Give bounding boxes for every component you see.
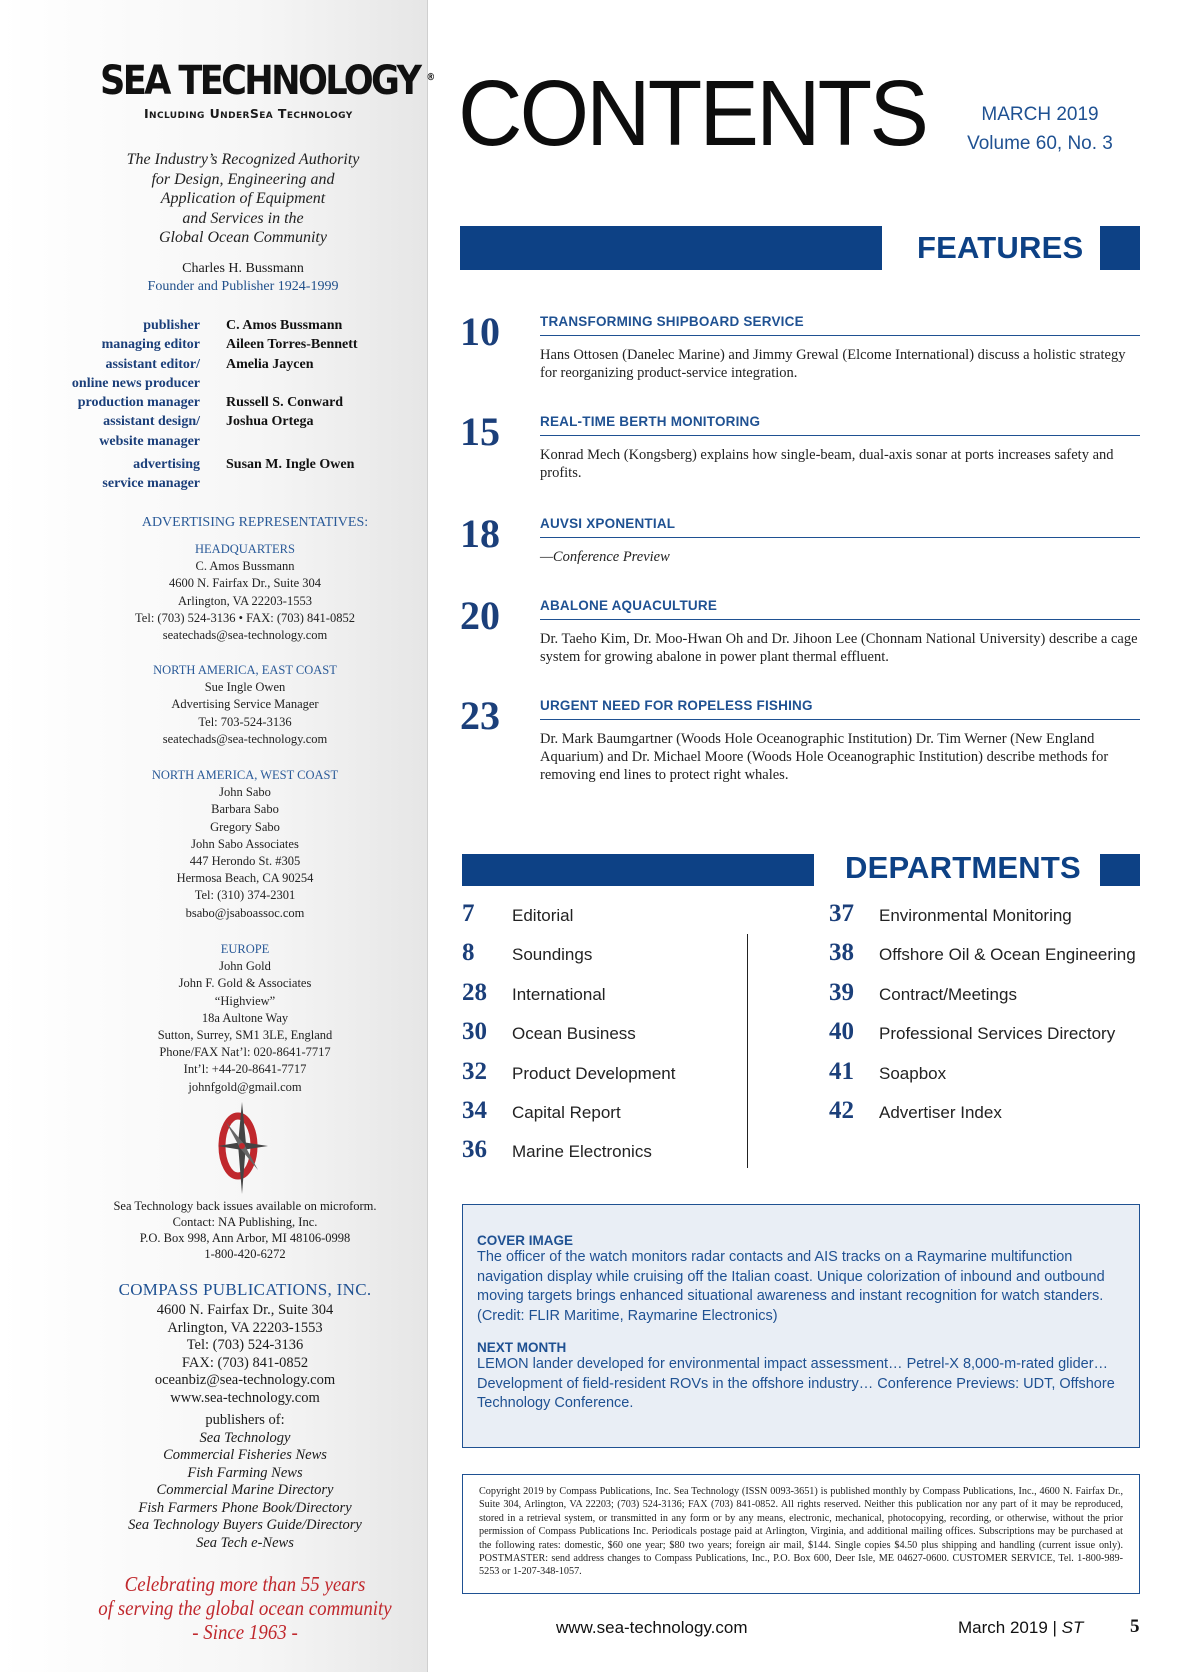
department-label: Marine Electronics (512, 1142, 652, 1162)
company-address (80, 1302, 410, 1407)
department-item[interactable] (829, 939, 1136, 978)
department-page-number: 41 (829, 1057, 854, 1085)
staff-row (0, 432, 428, 451)
tagline-line: The Industry’s Recognized Authority (126, 151, 360, 168)
adv-line: Sue Ingle Owen (204, 680, 286, 695)
microform-line: P.O. Box 998, Ann Arbor, MI 48106-0998 (139, 1231, 351, 1245)
department-label: Product Development (512, 1063, 676, 1083)
publication-item: Commercial Marine Directory (156, 1482, 334, 1498)
department-label: Contract/Meetings (879, 984, 1017, 1004)
publication-item: Commercial Fisheries News (163, 1447, 327, 1463)
adv-line: 447 Herondo St. #305 (189, 854, 301, 869)
adv-region: NORTH AMERICA, WEST COAST (151, 768, 339, 782)
adv-line: John Sabo Associates (191, 836, 299, 851)
publication-item: Fish Farmers Phone Book/Directory (138, 1499, 352, 1516)
issue-volume: Volume 60, No. 3 (967, 133, 1113, 154)
adv-line: Tel: (310) 374-2301 (194, 888, 296, 903)
adv-line: Barbara Sabo (211, 802, 279, 817)
adv-line: John Gold (219, 959, 271, 974)
adv-line: “Highview” (214, 993, 276, 1008)
department-item[interactable] (829, 1018, 1136, 1057)
issue-info (940, 100, 1140, 158)
registered-mark: ® (426, 71, 433, 83)
department-page-number: 39 (829, 978, 854, 1006)
adv-line: 4600 N. Fairfax Dr., Suite 304 (168, 576, 322, 591)
logo-subtitle: Including UnderSea Technology (144, 106, 353, 121)
staff-name: Russell S. Conward (226, 395, 344, 411)
department-page-number: 42 (829, 1096, 854, 1124)
feature-page-number: 18 (460, 511, 500, 556)
sea-technology-logo (100, 58, 433, 121)
publications-list (80, 1412, 410, 1552)
department-page-number: 32 (462, 1057, 487, 1085)
department-item[interactable] (829, 1097, 1136, 1136)
staff-title: service manager (102, 476, 200, 492)
tagline-line: Global Ocean Community (159, 229, 327, 247)
feature-title[interactable]: TRANSFORMING SHIPBOARD SERVICE (540, 314, 1140, 336)
adv-line: Tel: (703) 524-3136 • FAX: (703) 841-0852 (135, 610, 355, 625)
staff-row (0, 455, 428, 474)
feature-page-number: 23 (460, 693, 500, 738)
compass-rose-icon (212, 1100, 272, 1196)
slogan-line: of serving the global ocean community (98, 1596, 392, 1620)
department-page-number: 28 (462, 978, 487, 1006)
slogan-line: Celebrating more than 55 years (124, 1572, 366, 1596)
departments-bar-right (1100, 854, 1140, 886)
cover-image-heading: COVER IMAGE (477, 1233, 574, 1248)
departments-bar-left (462, 854, 814, 886)
feature-description: Dr. Mark Baumgartner (Woods Hole Oceanographic Institution) Dr. Tim Werner (New England Aquarium) and Dr. Michael Moore (Woods Hole Oceanographic Institution) describe methods for removing end lines to protect right whales. (540, 731, 1109, 783)
staff-row (0, 316, 428, 335)
company-address-line: Tel: (703) 524-3136 (186, 1337, 304, 1353)
publications-heading: publishers of: (205, 1412, 285, 1428)
staff-row (0, 412, 428, 431)
staff-title: advertising (133, 457, 200, 473)
department-item[interactable] (829, 900, 1136, 939)
anniversary-slogan (97, 1572, 394, 1644)
department-label: Editorial (512, 906, 574, 925)
microform-notice (80, 1198, 410, 1262)
footer-issue (958, 1618, 1083, 1638)
adv-line: Advertising Service Manager (171, 697, 319, 712)
microform-line: Contact: NA Publishing, Inc. (172, 1215, 318, 1229)
feature-title[interactable]: REAL-TIME BERTH MONITORING (540, 414, 1140, 436)
adv-region: EUROPE (220, 942, 270, 956)
department-label: Professional Services Directory (879, 1024, 1116, 1044)
feature-page-number: 15 (460, 409, 500, 454)
company-website[interactable]: www.sea-technology.com (170, 1389, 320, 1406)
department-item[interactable] (462, 1018, 675, 1057)
adv-line: Int’l: +44-20-8641-7717 (183, 1062, 307, 1077)
feature-title[interactable]: ABALONE AQUACULTURE (540, 598, 1140, 620)
issue-date: MARCH 2019 (981, 104, 1099, 125)
adv-line: C. Amos Bussmann (195, 559, 295, 574)
tagline-line: and Services in the (182, 209, 304, 227)
staff-name: Aileen Torres-Bennett (226, 337, 358, 353)
tagline-line: Application of Equipment (160, 190, 326, 208)
department-label: Environmental Monitoring (879, 906, 1072, 925)
adv-line: Tel: 703-524-3136 (198, 714, 292, 729)
company-address-line: 4600 N. Fairfax Dr., Suite 304 (156, 1302, 334, 1318)
masthead-sidebar (0, 0, 433, 1672)
feature-page-number: 10 (460, 309, 500, 354)
department-label: Advertiser Index (879, 1102, 1002, 1122)
staff-name: Susan M. Ingle Owen (226, 457, 355, 473)
publication-item: Sea Technology Buyers Guide/Directory (128, 1517, 362, 1533)
department-item[interactable] (462, 1058, 675, 1097)
publication-item: Sea Technology (199, 1429, 291, 1446)
staff-list (0, 316, 428, 494)
department-page-number: 40 (829, 1018, 854, 1046)
staff-title: assistant editor/ (105, 356, 200, 372)
departments-divider (747, 934, 748, 1168)
cover-image-text: The officer of the watch monitors radar contacts and AIS tracks on a Raymarine multifunction navigation display while cruising off the Italian coast. Unique colorization of inbound and outbound moving targets brings enhanced situational awareness and instant recognition for watch standers. (Credit: FLIR Maritime, Raymarine Electronics) (477, 1249, 1105, 1324)
department-item[interactable] (829, 979, 1136, 1018)
adv-region: HEADQUARTERS (195, 542, 295, 556)
department-page-number: 38 (829, 939, 854, 967)
adv-line: Phone/FAX Nat’l: 020-8641-7717 (159, 1045, 331, 1060)
adv-line: Gregory Sabo (210, 819, 280, 834)
features-bar-left (460, 226, 882, 270)
adv-line: Hermosa Beach, CA 90254 (176, 871, 314, 886)
footer-url[interactable]: www.sea-technology.com (556, 1618, 748, 1637)
tagline (80, 150, 406, 248)
adv-email[interactable]: johnfgold@gmail.com (188, 1079, 302, 1094)
company-name: COMPASS PUBLICATIONS, INC. (118, 1280, 372, 1299)
staff-title: publisher (143, 318, 200, 333)
department-page-number: 37 (829, 900, 854, 927)
staff-title: managing editor (101, 337, 200, 353)
founder-credit (80, 260, 406, 296)
staff-name: Joshua Ortega (226, 414, 314, 430)
adv-line: Arlington, VA 22203-1553 (178, 593, 312, 608)
advertising-representatives-heading: ADVERTISING REPRESENTATIVES: (141, 515, 369, 530)
company-email[interactable]: oceanbiz@sea-technology.com (154, 1372, 336, 1388)
staff-name: C. Amos Bussmann (226, 318, 343, 333)
department-label: Offshore Oil & Ocean Engineering (879, 945, 1136, 965)
departments-left-column (462, 900, 675, 1176)
feature-description: Dr. Taeho Kim, Dr. Moo-Hwan Oh and Dr. Jihoon Lee (Chonnam National University) describe a cage system for growing abalone in power plant thermal effluent. (540, 631, 1138, 665)
feature-page-number: 20 (460, 593, 500, 638)
department-label: Capital Report (512, 1102, 621, 1122)
company-address-line: FAX: (703) 841-0852 (181, 1354, 309, 1371)
feature-description: Hans Ottosen (Danelec Marine) and Jimmy Grewal (Elcome International) discuss a holistic strategy for reorganizing product-service integration. (540, 347, 1126, 381)
publication-item: Fish Farming News (187, 1464, 303, 1481)
staff-row (0, 474, 428, 493)
staff-title: website manager (99, 433, 200, 449)
departments-heading: DEPARTMENTS (845, 850, 1081, 885)
features-bar-right (1100, 226, 1140, 270)
copyright-notice: Copyright 2019 by Compass Publications, Inc. Sea Technology (ISSN 0093-3651) is published monthly by Compass Publications, Inc., 4600 N. Fairfax Dr., Suite 304, Arlington, VA 22203; (703) 524-3136; FAX (703) 841-0852. All rights reserved. Neither this publication nor any part of it may be reproduced, stored in a retrieval system, or transmitted in any form or by any means, electronic, mechanical, photocopying, recording, or otherwise, without the prior permission of Compass Publications Inc. Periodicals postage paid at Arlington, Virginia, and additional mailing offices. Subscriptions may be purchased at the following rates: domestic, $60 one year; $80 two years; foreign air mail, $144. Single copies $4.50 plus shipping and handling (current issue only). POSTMASTER: send address changes to Compass Publications, Inc., P.O. Box 600, Deer Isle, ME 04627-0600. CUSTOMER SERVICE, Tel. 1-800-989-5253 or 1-207-348-1057. (462, 1474, 1140, 1594)
staff-name (212, 432, 226, 451)
slogan-line: - Since 1963 - (192, 1620, 298, 1644)
staff-row (0, 374, 428, 393)
adv-block-headquarters (90, 541, 400, 644)
staff-row (0, 335, 428, 354)
feature-description: —Conference Preview (540, 549, 670, 565)
tagline-line: for Design, Engineering and (151, 170, 335, 188)
page-title: CONTENTS (458, 61, 926, 165)
microform-line: 1-800-420-6272 (204, 1247, 286, 1261)
feature-description: Konrad Mech (Kongsberg) explains how single-beam, dual-axis sonar at ports increases safety and profits. (540, 447, 1114, 481)
next-month-text: LEMON lander developed for environmental impact assessment… Petrel-X 8,000-m-rated glider… Development of field-resident ROVs in the offshore industry… Conference Previews: UDT, Offshore Technology Conference. (477, 1356, 1115, 1411)
department-page-number: 36 (462, 1136, 487, 1164)
adv-email[interactable]: bsabo@jsaboassoc.com (185, 905, 305, 920)
department-item[interactable] (829, 1058, 1136, 1097)
departments-right-column (829, 900, 1136, 1136)
staff-name: Amelia Jaycen (226, 356, 314, 372)
staff-name (212, 374, 226, 393)
adv-region: NORTH AMERICA, EAST COAST (153, 663, 337, 677)
staff-title: production manager (77, 395, 200, 411)
adv-email[interactable]: seatechads@sea-technology.com (162, 628, 328, 643)
department-item[interactable] (462, 1097, 675, 1136)
adv-block-east-coast (90, 662, 400, 748)
features-heading: FEATURES (917, 230, 1084, 265)
footer-issue-date: March 2019 | (958, 1618, 1057, 1637)
microform-line: Sea Technology back issues available on microform. (113, 1199, 377, 1213)
department-item[interactable] (462, 900, 675, 939)
department-page-number: 34 (462, 1096, 487, 1124)
adv-block-west-coast (90, 767, 400, 922)
staff-name (212, 474, 226, 493)
founder-role: Founder and Publisher 1924-1999 (147, 279, 339, 294)
staff-row (0, 393, 428, 412)
staff-title: assistant design/ (103, 414, 200, 430)
founder-name: Charles H. Bussmann (182, 261, 304, 276)
adv-email[interactable]: seatechads@sea-technology.com (162, 731, 328, 746)
department-item[interactable] (462, 1136, 675, 1175)
cover-image-box (462, 1204, 1140, 1448)
department-label: Soundings (512, 945, 593, 965)
department-item[interactable] (462, 979, 675, 1018)
department-label: International (512, 984, 606, 1004)
feature-title[interactable]: AUVSI XPONENTIAL (540, 516, 1140, 538)
adv-line: Sutton, Surrey, SM1 3LE, England (157, 1028, 333, 1043)
publication-item: Sea Tech e-News (196, 1534, 294, 1551)
logo-text: SEA TECHNOLOGY (100, 58, 420, 104)
staff-title: online news producer (71, 375, 200, 391)
adv-block-europe (90, 941, 400, 1096)
company-address-line: Arlington, VA 22203-1553 (167, 1319, 323, 1336)
adv-line: John Sabo (219, 785, 271, 800)
adv-line: John F. Gold & Associates (178, 976, 312, 991)
next-month-heading: NEXT MONTH (477, 1340, 567, 1355)
department-page-number: 30 (462, 1018, 487, 1046)
feature-title[interactable]: URGENT NEED FOR ROPELESS FISHING (540, 698, 1140, 720)
footer-magazine-abbr: ST (1061, 1618, 1084, 1637)
department-label: Ocean Business (512, 1024, 636, 1044)
page-number: 5 (1130, 1616, 1140, 1637)
department-page-number: 7 (462, 900, 475, 927)
department-label: Soapbox (879, 1063, 947, 1083)
department-page-number: 8 (462, 939, 475, 967)
staff-row (0, 355, 428, 374)
department-item[interactable] (462, 939, 675, 978)
adv-line: 18a Aultone Way (201, 1010, 289, 1025)
